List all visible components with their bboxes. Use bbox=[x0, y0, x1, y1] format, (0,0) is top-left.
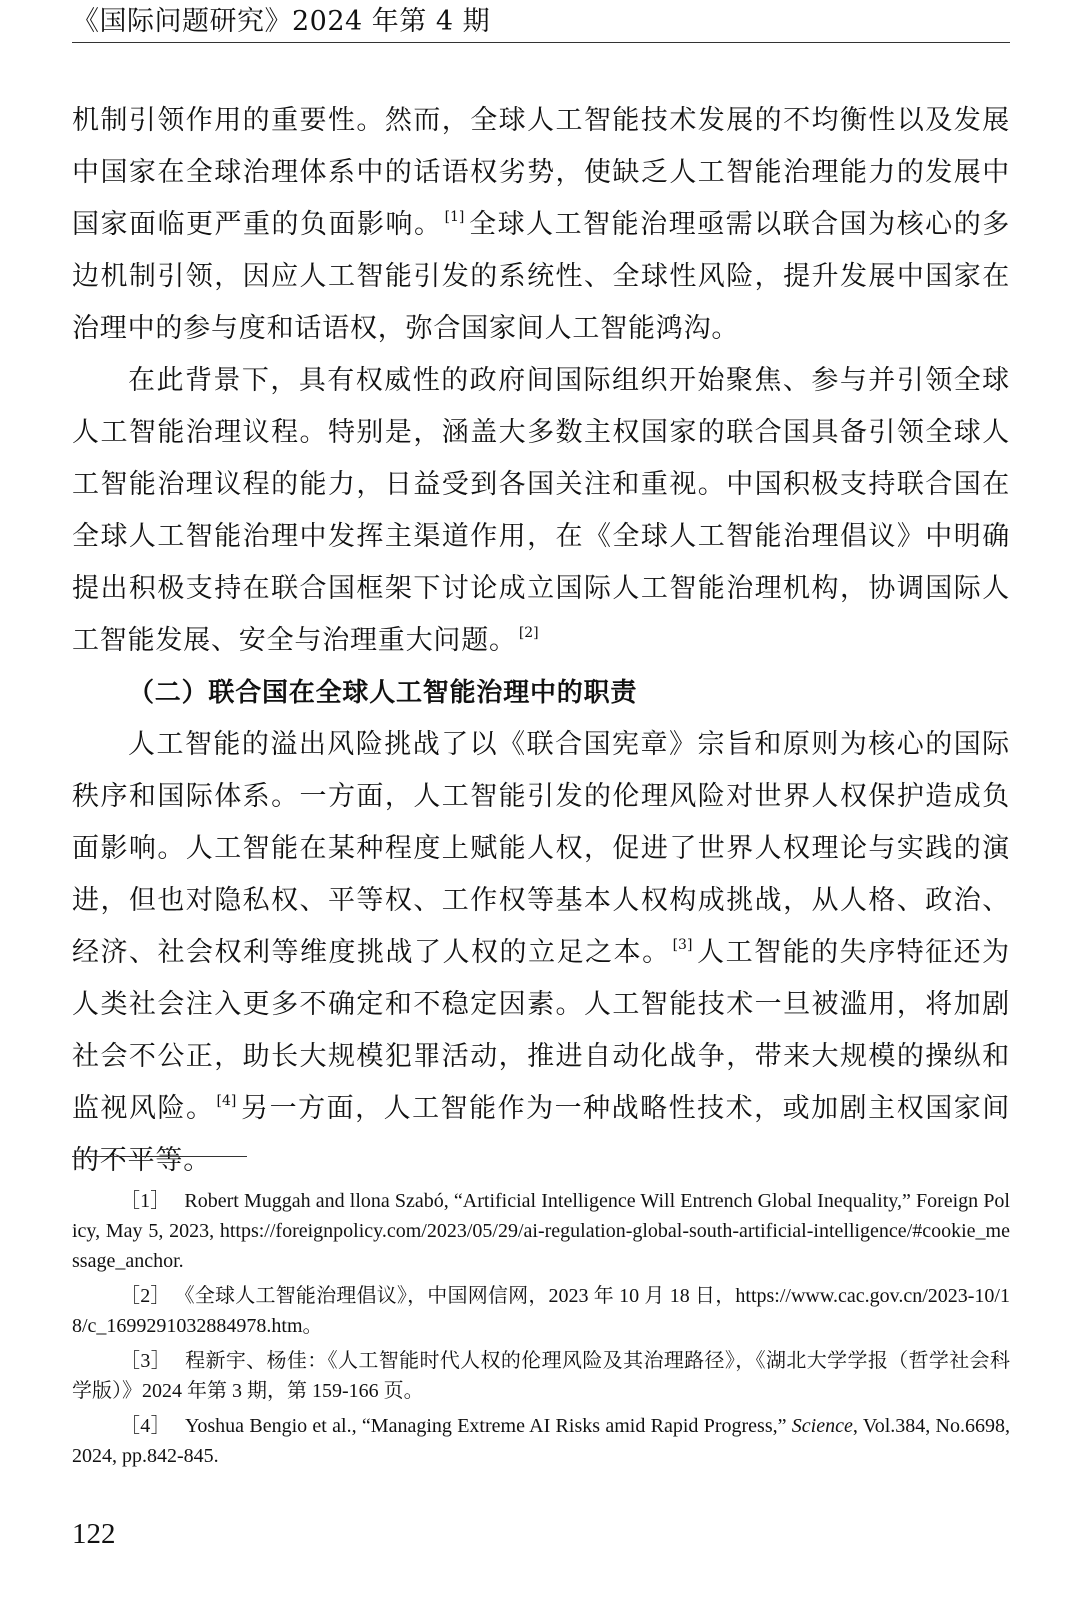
footnote-1 bbox=[72, 1186, 1010, 1276]
paragraph-3 bbox=[72, 719, 1010, 1187]
footnote-4-mark: ［4］ bbox=[120, 1415, 171, 1437]
section-subheading: （二）联合国在全球人工智能治理中的职责 bbox=[128, 678, 638, 708]
footnote-ref-2[interactable]: [2] bbox=[518, 625, 539, 641]
paragraph-2 bbox=[72, 355, 1010, 667]
footnote-divider bbox=[72, 1156, 247, 1157]
footnotes bbox=[72, 1186, 1010, 1476]
footnote-3-text: 程新宇、杨佳：《人工智能时代人权的伦理风险及其治理路径》，《湖北大学学报（哲学社会科学版）》2024 年第 3 期，第 159-166 页。 bbox=[72, 1350, 1011, 1402]
footnote-ref-1[interactable]: [1] bbox=[444, 209, 465, 225]
document-page bbox=[72, 0, 1010, 1620]
page-number: 122 bbox=[72, 1518, 116, 1550]
footnote-ref-4[interactable]: [4] bbox=[216, 1093, 237, 1109]
paragraph-3-text-c: 另一方面，人工智能作为一种战略性技术，或加剧主权国家间的不平等。 bbox=[72, 1093, 1010, 1176]
footnote-4-journal: Science bbox=[791, 1415, 853, 1437]
footnote-2-text: 《全球人工智能治理倡议》，中国网信网，2023 年 10 月 18 日，https://www.cac.gov.cn/2023-10/18/c_1699291032884978.htm。 bbox=[72, 1285, 1010, 1337]
running-header: 《国际问题研究》2024 年第 4 期 bbox=[72, 6, 491, 37]
paragraph-1-text-a: 机制引领作用的重要性。然而，全球人工智能技术发展的不均衡性以及发展中国家在全球治理体系中的话语权劣势，使缺乏人工智能治理能力的发展中国家面临更严重的负面影响。 bbox=[72, 105, 1010, 240]
main-body bbox=[72, 95, 1010, 1187]
header-divider bbox=[72, 42, 1010, 43]
footnote-1-mark: ［1］ bbox=[120, 1190, 171, 1212]
footnote-2 bbox=[72, 1281, 1010, 1341]
paragraph-3-text-b: 人工智能的失序特征还为人类社会注入更多不确定和不稳定因素。人工智能技术一旦被滥用，将加剧社会不公正，助长大规模犯罪活动，推进自动化战争，带来大规模的操纵和监视风险。 bbox=[72, 937, 1010, 1124]
footnote-1-text: Robert Muggah and llona Szabó, “Artificial Intelligence Will Entrench Global Inequality,” Foreign Policy, May 5, 2023, https://foreignpolicy.com/2023/05/29/ai-regulation-global-south-artificial-intelligence/#cookie_message_anchor. bbox=[72, 1190, 1010, 1272]
paragraph-1-text-b: 全球人工智能治理亟需以联合国为核心的多边机制引领，因应人工智能引发的系统性、全球性风险，提升发展中国家在治理中的参与度和话语权，弥合国家间人工智能鸿沟。 bbox=[72, 209, 1010, 344]
paragraph-2-text: 在此背景下，具有权威性的政府间国际组织开始聚焦、参与并引领全球人工智能治理议程。特别是，涵盖大多数主权国家的联合国具备引领全球人工智能治理议程的能力，日益受到各国关注和重视。中国积极支持联合国在全球人工智能治理中发挥主渠道作用，在《全球人工智能治理倡议》中明确提出积极支持在联合国框架下讨论成立国际人工智能治理机构，协调国际人工智能发展、安全与治理重大问题。 bbox=[72, 365, 1010, 656]
footnote-2-mark: ［2］ bbox=[120, 1285, 171, 1307]
paragraph-1 bbox=[72, 95, 1010, 355]
footnote-4-text-a: Yoshua Bengio et al., “Managing Extreme AI Risks amid Rapid Progress,” bbox=[184, 1415, 792, 1437]
footnote-4-text-b: , Vol.384, No.6698, 2024, pp.842-845. bbox=[72, 1415, 1010, 1467]
paragraph-3-text-a: 人工智能的溢出风险挑战了以《联合国宪章》宗旨和原则为核心的国际秩序和国际体系。一方面，人工智能引发的伦理风险对世界人权保护造成负面影响。人工智能在某种程度上赋能人权，促进了世界人权理论与实践的演进，但也对隐私权、平等权、工作权等基本人权构成挑战，从人格、政治、经济、社会权利等维度挑战了人权的立足之本。 bbox=[72, 729, 1010, 968]
footnote-3 bbox=[72, 1346, 1010, 1406]
footnote-3-mark: ［3］ bbox=[120, 1350, 172, 1372]
footnote-4 bbox=[72, 1411, 1010, 1471]
footnote-ref-3[interactable]: [3] bbox=[672, 937, 693, 953]
